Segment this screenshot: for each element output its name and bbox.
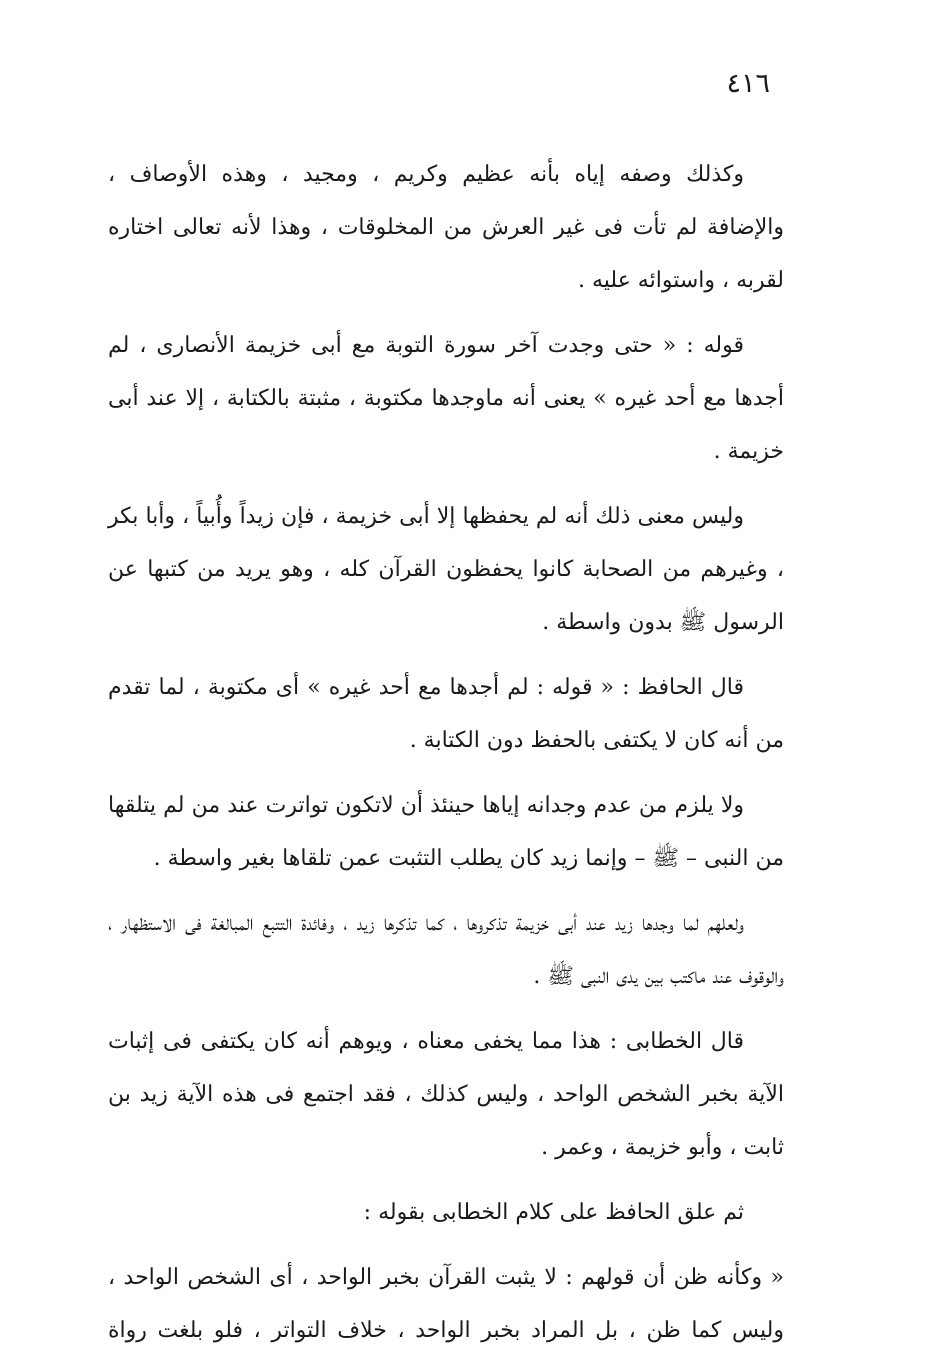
paragraph: ثم علق الحافظ على كلام الخطابى بقوله : bbox=[363, 1200, 744, 1225]
paragraph: قوله : « حتى وجدت آخر سورة التوبة مع أبى خزيمة الأنصارى ، لم أجدها مع أحد غيره » يعنى أنه ماوجدها مكتوبة ، مثبتة بالكتابة ، إلا عند أبى خزيمة . bbox=[108, 333, 784, 464]
body-text bbox=[108, 148, 784, 1369]
paragraph: وليس معنى ذلك أنه لم يحفظها إلا أبى خزيمة ، فإن زيداً وأُبياً ، وأبا بكر ، وغيرهم من الصحابة كانوا يحفظون القرآن كله ، وهو يريد من كتبها عن الرسول ﷺ بدون واسطة . bbox=[108, 504, 784, 635]
paragraph: قال الخطابى : هذا مما يخفى معناه ، ويوهم أنه كان يكتفى فى إثبات الآية بخبر الشخص الواحد ، وليس كذلك ، فقد اجتمع فى هذه الآية زيد بن ثابت ، وأبو خزيمة ، وعمر . bbox=[108, 1029, 784, 1160]
paragraph: ولعلهم لما وجدها زيد عند أبى خزيمة تذكروها ، كما تذكرها زيد ، وفائدة التتبع المبالغة فى الاستظهار ، والوقوف عند ماكتب بين يدى النبى ﷺ . bbox=[108, 911, 784, 989]
paragraph: وكذلك وصفه إياه بأنه عظيم وكريم ، ومجيد ، وهذه الأوصاف ، والإضافة لم تأت فى غير العرش من المخلوقات ، وهذا لأنه تعالى اختاره لقربه ، واستوائه عليه . bbox=[108, 162, 784, 293]
page-number: ٤١٦ bbox=[726, 68, 770, 99]
paragraph: « وكأنه ظن أن قولهم : لا يثبت القرآن بخبر الواحد ، أى الشخص الواحد ، وليس كما ظن ، بل المراد بخبر الواحد ، خلاف التواتر ، فلو بلغت رواة bbox=[108, 1265, 784, 1343]
paragraph: قال الحافظ : « قوله : لم أجدها مع أحد غيره » أى مكتوبة ، لما تقدم من أنه كان لا يكتفى بالحفظ دون الكتابة . bbox=[108, 675, 784, 753]
paragraph: ولا يلزم من عدم وجدانه إياها حينئذ أن لاتكون تواترت عند من لم يتلقها من النبى – ﷺ – وإنما زيد كان يطلب التثبت عمن تلقاها بغير واسطة . bbox=[108, 793, 784, 871]
